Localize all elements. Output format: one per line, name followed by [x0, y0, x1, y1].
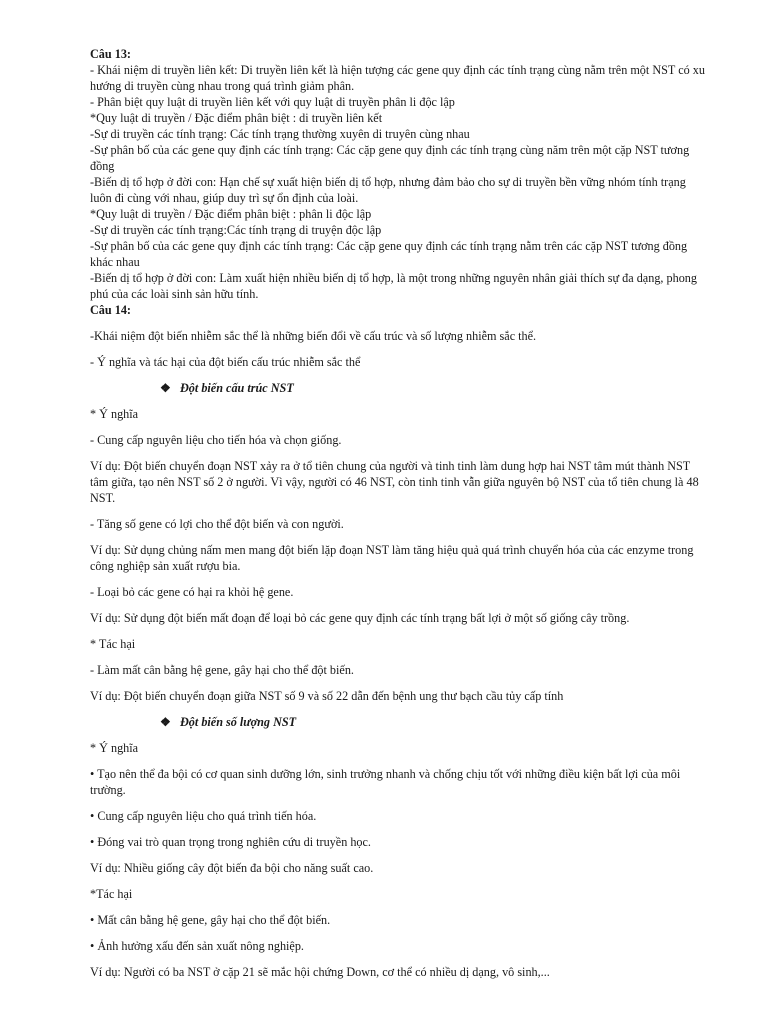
- q13-line: -Sự di truyền các tính trạng:Các tính trạng di truyện độc lập: [90, 223, 382, 237]
- q13-line: -Biến dị tổ hợp ở đời con: Làm xuất hiện nhiều biến dị tổ hợp, là một trong những nguyên nhân giải thích sự đa dạng, phong phú của các loài sinh sản hữu tính.: [90, 271, 697, 301]
- q13-title: Câu 13:: [90, 47, 131, 61]
- structural-paragraph: - Loại bỏ các gene có hại ra khỏi hệ gene.: [90, 585, 294, 599]
- numerical-heading-text: Đột biến số lượng NST: [180, 715, 297, 729]
- q13-line: - Khái niệm di truyền liên kết: Di truyền liên kết là hiện tượng các gene quy định các tính trạng cùng nằm trên một NST có xu hướng di truyền cùng nhau trong quá trình giảm phân.: [90, 63, 705, 93]
- structural-paragraph: * Tác hại: [90, 637, 136, 651]
- structural-paragraph: Ví dụ: Đột biến chuyển đoạn NST xảy ra ở tổ tiên chung của người và tinh tinh làm dung hợp hai NST tâm mút thành NST tâm giữa, tạo nên NST số 2 ở người. Vì vậy, người có 46 NST, còn tinh tinh vẫn giữa nguyên bộ NST của tổ tiên chung là 48 NST.: [90, 459, 699, 505]
- q13-line: -Biến dị tổ hợp ở đời con: Hạn chế sự xuất hiện biến dị tổ hợp, nhưng đảm bảo cho sự di truyền bền vững nhóm tính trạng luôn đi cùng với nhau, giúp duy trì sự ổn định của loài.: [90, 175, 686, 205]
- numerical-paragraph: • Cung cấp nguyên liệu cho quá trình tiến hóa.: [90, 809, 317, 823]
- structural-mutation-heading: [90, 380, 708, 396]
- q13-line: *Quy luật di truyền / Đặc điểm phân biệt : di truyền liên kết: [90, 111, 383, 125]
- structural-paragraph: Ví dụ: Sử dụng chủng nấm men mang đột biến lặp đoạn NST làm tăng hiệu quả quá trình chuyển hóa của các enzyme trong công nghiệp sản xuất rượu bia.: [90, 543, 694, 573]
- q14-intro: -Khái niệm đột biến nhiễm sắc thể là những biến đổi về cấu trúc và số lượng nhiễm sắc thể.: [90, 329, 537, 343]
- q13-line: *Quy luật di truyền / Đặc điểm phân biệt : phân li độc lập: [90, 207, 372, 221]
- q14-title: Câu 14:: [90, 303, 131, 317]
- structural-paragraph: Ví dụ: Sử dụng đột biến mất đoạn để loại bỏ các gene quy định các tính trạng bất lợi ở một số giống cây trồng.: [90, 611, 630, 625]
- numerical-paragraph: • Tạo nên thể đa bội có cơ quan sinh dưỡng lớn, sinh trưởng nhanh và chống chịu tốt với những điều kiện bất lợi của môi trường.: [90, 767, 681, 797]
- diamond-bullet-icon: ❖: [160, 715, 171, 729]
- q14-meaning-heading: - Ý nghĩa và tác hại của đột biến cấu trúc nhiễm sắc thể: [90, 355, 361, 369]
- numerical-paragraph: Ví dụ: Người có ba NST ở cặp 21 sẽ mắc hội chứng Down, cơ thể có nhiều dị dạng, vô sinh,...: [90, 965, 550, 979]
- numerical-paragraph: • Đóng vai trò quan trọng trong nghiên cứu di truyền học.: [90, 835, 371, 849]
- structural-paragraph: - Tăng số gene có lợi cho thể đột biến và con người.: [90, 517, 344, 531]
- q13-line: -Sự phân bố của các gene quy định các tính trạng: Các cặp gene quy định các tính trạng nằm trên các cặp NST tương đồng khác nhau: [90, 239, 688, 269]
- structural-paragraph: - Làm mất cân bằng hệ gene, gây hại cho thể đột biến.: [90, 663, 354, 677]
- structural-paragraph: Ví dụ: Đột biến chuyển đoạn giữa NST số 9 và số 22 dẫn đến bệnh ung thư bạch cầu tủy cấp tính: [90, 689, 564, 703]
- numerical-paragraph: • Ảnh hưởng xấu đến sản xuất nông nghiệp.: [90, 939, 304, 953]
- q13-line: -Sự phân bố của các gene quy định các tính trạng: Các cặp gene quy định các tính trạng cùng năm trên một cặp NST tương đồng: [90, 143, 690, 173]
- numerical-paragraph: * Ý nghĩa: [90, 741, 139, 755]
- structural-paragraph: * Ý nghĩa: [90, 407, 139, 421]
- structural-paragraph: - Cung cấp nguyên liệu cho tiến hóa và chọn giống.: [90, 433, 342, 447]
- q13-line: - Phân biệt quy luật di truyền liên kết với quy luật di truyền phân li độc lập: [90, 95, 455, 109]
- diamond-bullet-icon: ❖: [160, 381, 171, 395]
- structural-heading-text: Đột biến cấu trúc NST: [180, 381, 294, 395]
- numerical-paragraph: Ví dụ: Nhiều giống cây đột biến đa bội cho năng suất cao.: [90, 861, 374, 875]
- numerical-paragraph: • Mất cân bằng hệ gene, gây hại cho thể đột biến.: [90, 913, 331, 927]
- q13-line: -Sự di truyền các tính trạng: Các tính trạng thường xuyên di truyên cùng nhau: [90, 127, 470, 141]
- numerical-paragraph: *Tác hại: [90, 887, 133, 901]
- numerical-mutation-heading: [90, 714, 708, 730]
